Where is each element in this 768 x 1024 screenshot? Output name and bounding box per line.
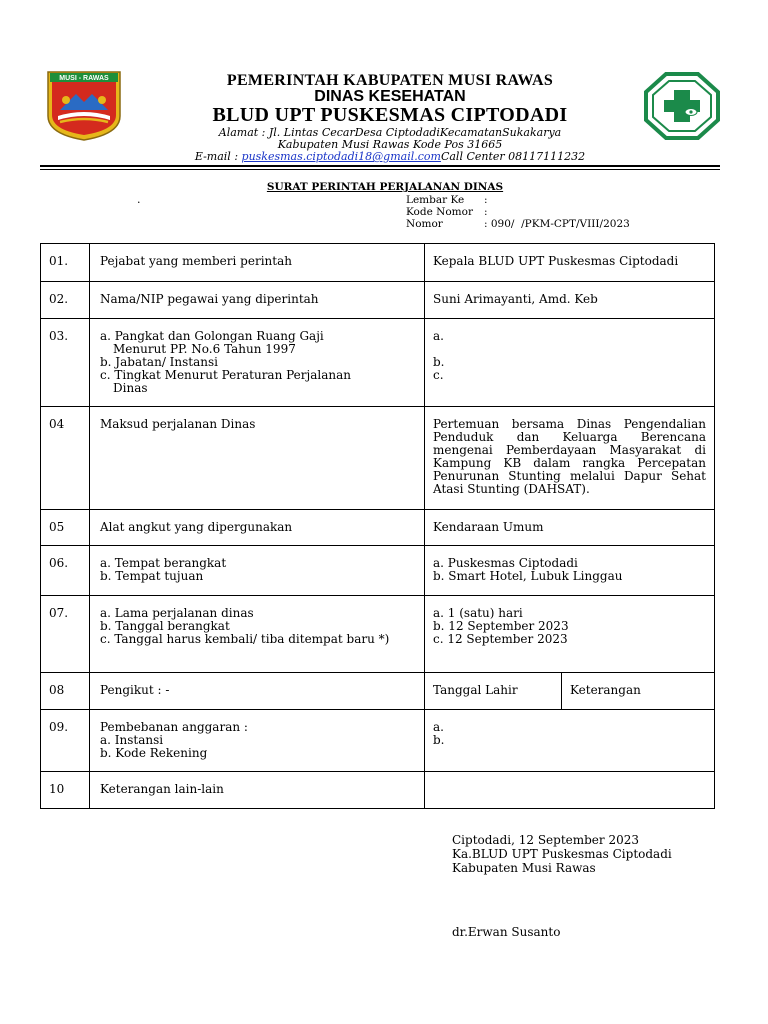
row-number: 03.	[41, 319, 90, 407]
value-line: a.	[433, 720, 444, 734]
meta-kode-value: :	[484, 206, 488, 218]
row-number: 06.	[41, 546, 90, 596]
contact-line	[150, 150, 630, 163]
row-value	[425, 319, 715, 407]
column-tanggal-lahir: Tanggal Lahir	[425, 673, 562, 710]
row-label	[90, 546, 425, 596]
government-line: PEMERINTAH KABUPATEN MUSI RAWAS	[226, 72, 554, 89]
value-line: a.	[433, 329, 444, 343]
table-row	[41, 282, 715, 319]
value-line: c. 12 September 2023	[433, 632, 568, 646]
row-label	[90, 710, 425, 772]
meta-lembar	[406, 194, 488, 206]
header-divider-thick	[40, 165, 720, 167]
label-line: a. Lama perjalanan dinas	[100, 606, 254, 620]
meta-kode-label: Kode Nomor	[406, 206, 473, 218]
column-keterangan: Keterangan	[562, 673, 715, 710]
label-line: a. Tempat berangkat	[100, 556, 227, 570]
department-line: DINAS KESEHATAN	[314, 88, 466, 105]
row-number: 09.	[41, 710, 90, 772]
row-label: Maksud perjalanan Dinas	[90, 407, 425, 510]
value-line: a. Puskesmas Ciptodadi	[433, 556, 578, 570]
address-line-2: Kabupaten Musi Rawas Kode Pos 31665	[277, 138, 503, 151]
label-line: b. Jabatan/ Instansi	[100, 355, 219, 369]
signature-position: Ka.BLUD UPT Puskesmas Ciptodadi	[452, 847, 672, 861]
email-prefix: E-mail :	[194, 150, 242, 163]
row-number: 07.	[41, 596, 90, 673]
value-line: b. 12 September 2023	[433, 619, 569, 633]
row-label: Nama/NIP pegawai yang diperintah	[90, 282, 425, 319]
row-label: Pengikut : -	[90, 673, 425, 710]
table-row	[41, 546, 715, 596]
row-value	[425, 710, 715, 772]
row-value: Pertemuan bersama Dinas Pengendalian Penduduk dan Keluarga Berencana mengenai Pemberdayaan Masyarakat di Kampung KB dalam rangka Percepatan Penurunan Stunting melalui Dapur Sehat Atasi Stunting (DAHSAT).	[425, 407, 715, 510]
label-line: c. Tanggal harus kembali/ tiba ditempat baru *)	[100, 632, 390, 646]
signatory-name: dr.Erwan Susanto	[452, 925, 561, 939]
table-row	[41, 407, 715, 510]
puskesmas-cross-icon	[644, 72, 720, 140]
table-row	[41, 772, 715, 809]
label-line: b. Tempat tujuan	[100, 569, 204, 583]
organization-name: BLUD UPT PUSKESMAS CIPTODADI	[212, 104, 568, 126]
row-number: 02.	[41, 282, 90, 319]
value-line: b.	[433, 355, 445, 369]
value-line: a. 1 (satu) hari	[433, 606, 523, 620]
row-label	[90, 596, 425, 673]
row-number: 08	[41, 673, 90, 710]
signature-region: Kabupaten Musi Rawas	[452, 861, 596, 875]
table-row	[41, 596, 715, 673]
meta-lembar-label: Lembar Ke	[406, 194, 465, 206]
row-value: Kendaraan Umum	[425, 510, 715, 546]
label-line: a. Pangkat dan Golongan Ruang Gaji	[100, 329, 324, 343]
row-value: Suni Arimayanti, Amd. Keb	[425, 282, 715, 319]
row-label: Alat angkut yang dipergunakan	[90, 510, 425, 546]
value-line: b. Smart Hotel, Lubuk Linggau	[433, 569, 623, 583]
label-line: Pembebanan anggaran :	[100, 720, 248, 734]
table-row	[41, 244, 715, 282]
row-number: 10	[41, 772, 90, 809]
table-row	[41, 510, 715, 546]
row-value	[425, 596, 715, 673]
meta-kode	[406, 206, 488, 218]
meta-nomor-value: : 090/ /PKM-CPT/VIII/2023	[484, 218, 630, 230]
row-value	[425, 772, 715, 809]
meta-nomor	[406, 218, 630, 230]
table-row	[41, 710, 715, 772]
row-label: Pejabat yang memberi perintah	[90, 244, 425, 282]
call-center: Call Center 08117111232	[440, 150, 586, 163]
row-value: Kepala BLUD UPT Puskesmas Ciptodadi	[425, 244, 715, 282]
label-line: Menurut PP. No.6 Tahun 1997	[113, 342, 296, 356]
row-number: 04	[41, 407, 90, 510]
travel-order-table	[40, 243, 715, 809]
row-label	[90, 319, 425, 407]
signature-place-date: Ciptodadi, 12 September 2023	[452, 833, 639, 847]
table-row	[41, 319, 715, 407]
meta-nomor-label: Nomor	[406, 218, 443, 230]
address-line-1: Alamat : Jl. Lintas CecarDesa CiptodadiKecamatanSukakarya	[218, 126, 562, 139]
row-value	[425, 546, 715, 596]
label-line: b. Kode Rekening	[100, 746, 208, 760]
label-line: a. Instansi	[100, 733, 164, 747]
label-line: c. Tingkat Menurut Peraturan Perjalanan	[100, 368, 351, 382]
table-row	[41, 673, 715, 710]
value-line: c.	[433, 368, 444, 382]
label-line: Dinas	[113, 381, 148, 395]
document-title: SURAT PERINTAH PERJALANAN DINAS	[266, 181, 504, 193]
header-divider-thin	[40, 169, 720, 170]
value-line: b.	[433, 733, 445, 747]
row-label: Keterangan lain-lain	[90, 772, 425, 809]
emblem-label: MUSI - RAWAS	[59, 75, 109, 82]
email-link[interactable]: puskesmas.ciptodadi18@gmail.com	[241, 150, 441, 163]
stray-dot: .	[137, 193, 141, 206]
musi-rawas-emblem-icon	[46, 70, 122, 142]
row-number: 01.	[41, 244, 90, 282]
row-number: 05	[41, 510, 90, 546]
label-line: b. Tanggal berangkat	[100, 619, 230, 633]
meta-lembar-value: :	[484, 194, 488, 206]
